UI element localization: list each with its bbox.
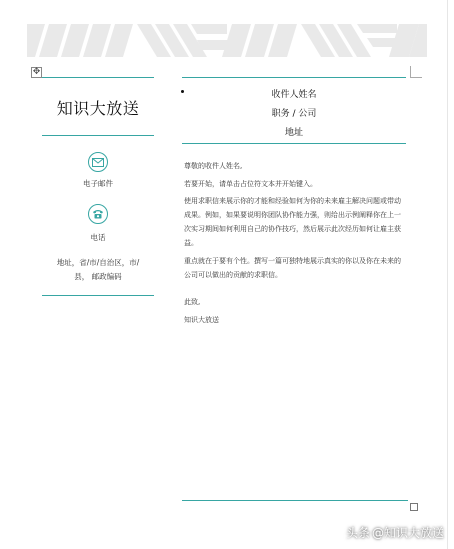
sidebar-name[interactable]: 知识大放送 bbox=[56, 99, 140, 118]
email-label[interactable]: 电子邮件 bbox=[83, 179, 113, 188]
letter-closing[interactable]: 此致, bbox=[184, 298, 201, 306]
text-boundary-mark bbox=[410, 66, 422, 78]
sidebar-address[interactable] bbox=[44, 256, 152, 284]
table-move-icon[interactable]: ✥ bbox=[32, 67, 41, 77]
address-line-1: 地址，省/市/自治区，市/ bbox=[56, 258, 140, 267]
letter-salutation[interactable]: 尊敬的收件人姓名, bbox=[184, 162, 243, 170]
recipient-title-company: 职务 / 公司 bbox=[271, 109, 317, 119]
watermark-handle: @知识大放送 bbox=[371, 526, 444, 540]
recipient-address: 地址 bbox=[284, 128, 303, 138]
phone-icon bbox=[88, 204, 108, 224]
header-bottom-rule bbox=[182, 143, 406, 144]
sidebar-name-rule bbox=[42, 135, 154, 136]
recipient-name: 收件人姓名 bbox=[271, 90, 317, 100]
recipient-block[interactable] bbox=[182, 86, 406, 143]
phone-label[interactable]: 电话 bbox=[90, 233, 106, 242]
page-edge bbox=[447, 0, 448, 549]
letter-signature[interactable]: 知识大放送 bbox=[184, 316, 219, 324]
letter-paragraph-1[interactable]: 若要开始，请单击占位符文本并开始键入。 bbox=[184, 180, 317, 188]
watermark-platform: 头条 bbox=[345, 526, 370, 540]
footer-rule bbox=[182, 500, 408, 501]
sidebar-bottom-rule bbox=[42, 295, 154, 296]
sidebar-top-rule bbox=[42, 77, 154, 78]
end-of-cell-mark bbox=[410, 503, 418, 511]
letter-paragraph-3[interactable]: 重点就在于要有个性。撰写一篇可独特地展示真实的你以及你在未来的公司可以做出的贡献的求职信。 bbox=[184, 257, 401, 279]
letter-paragraph-2[interactable]: 使用求职信来展示你的才能和经验如何为你的未来雇主解决问题或带动成果。例如，如果要说明你团队协作能力强，则给出示例阐释你在上一次实习期间如何利用自己的协作技巧，然后展示此次经历如何让雇主获益。 bbox=[184, 197, 401, 247]
decorative-banner bbox=[27, 24, 427, 57]
source-watermark bbox=[344, 524, 444, 541]
email-icon bbox=[88, 152, 108, 172]
address-line-2: 县， 邮政编码 bbox=[74, 272, 122, 281]
header-top-rule bbox=[182, 77, 406, 78]
